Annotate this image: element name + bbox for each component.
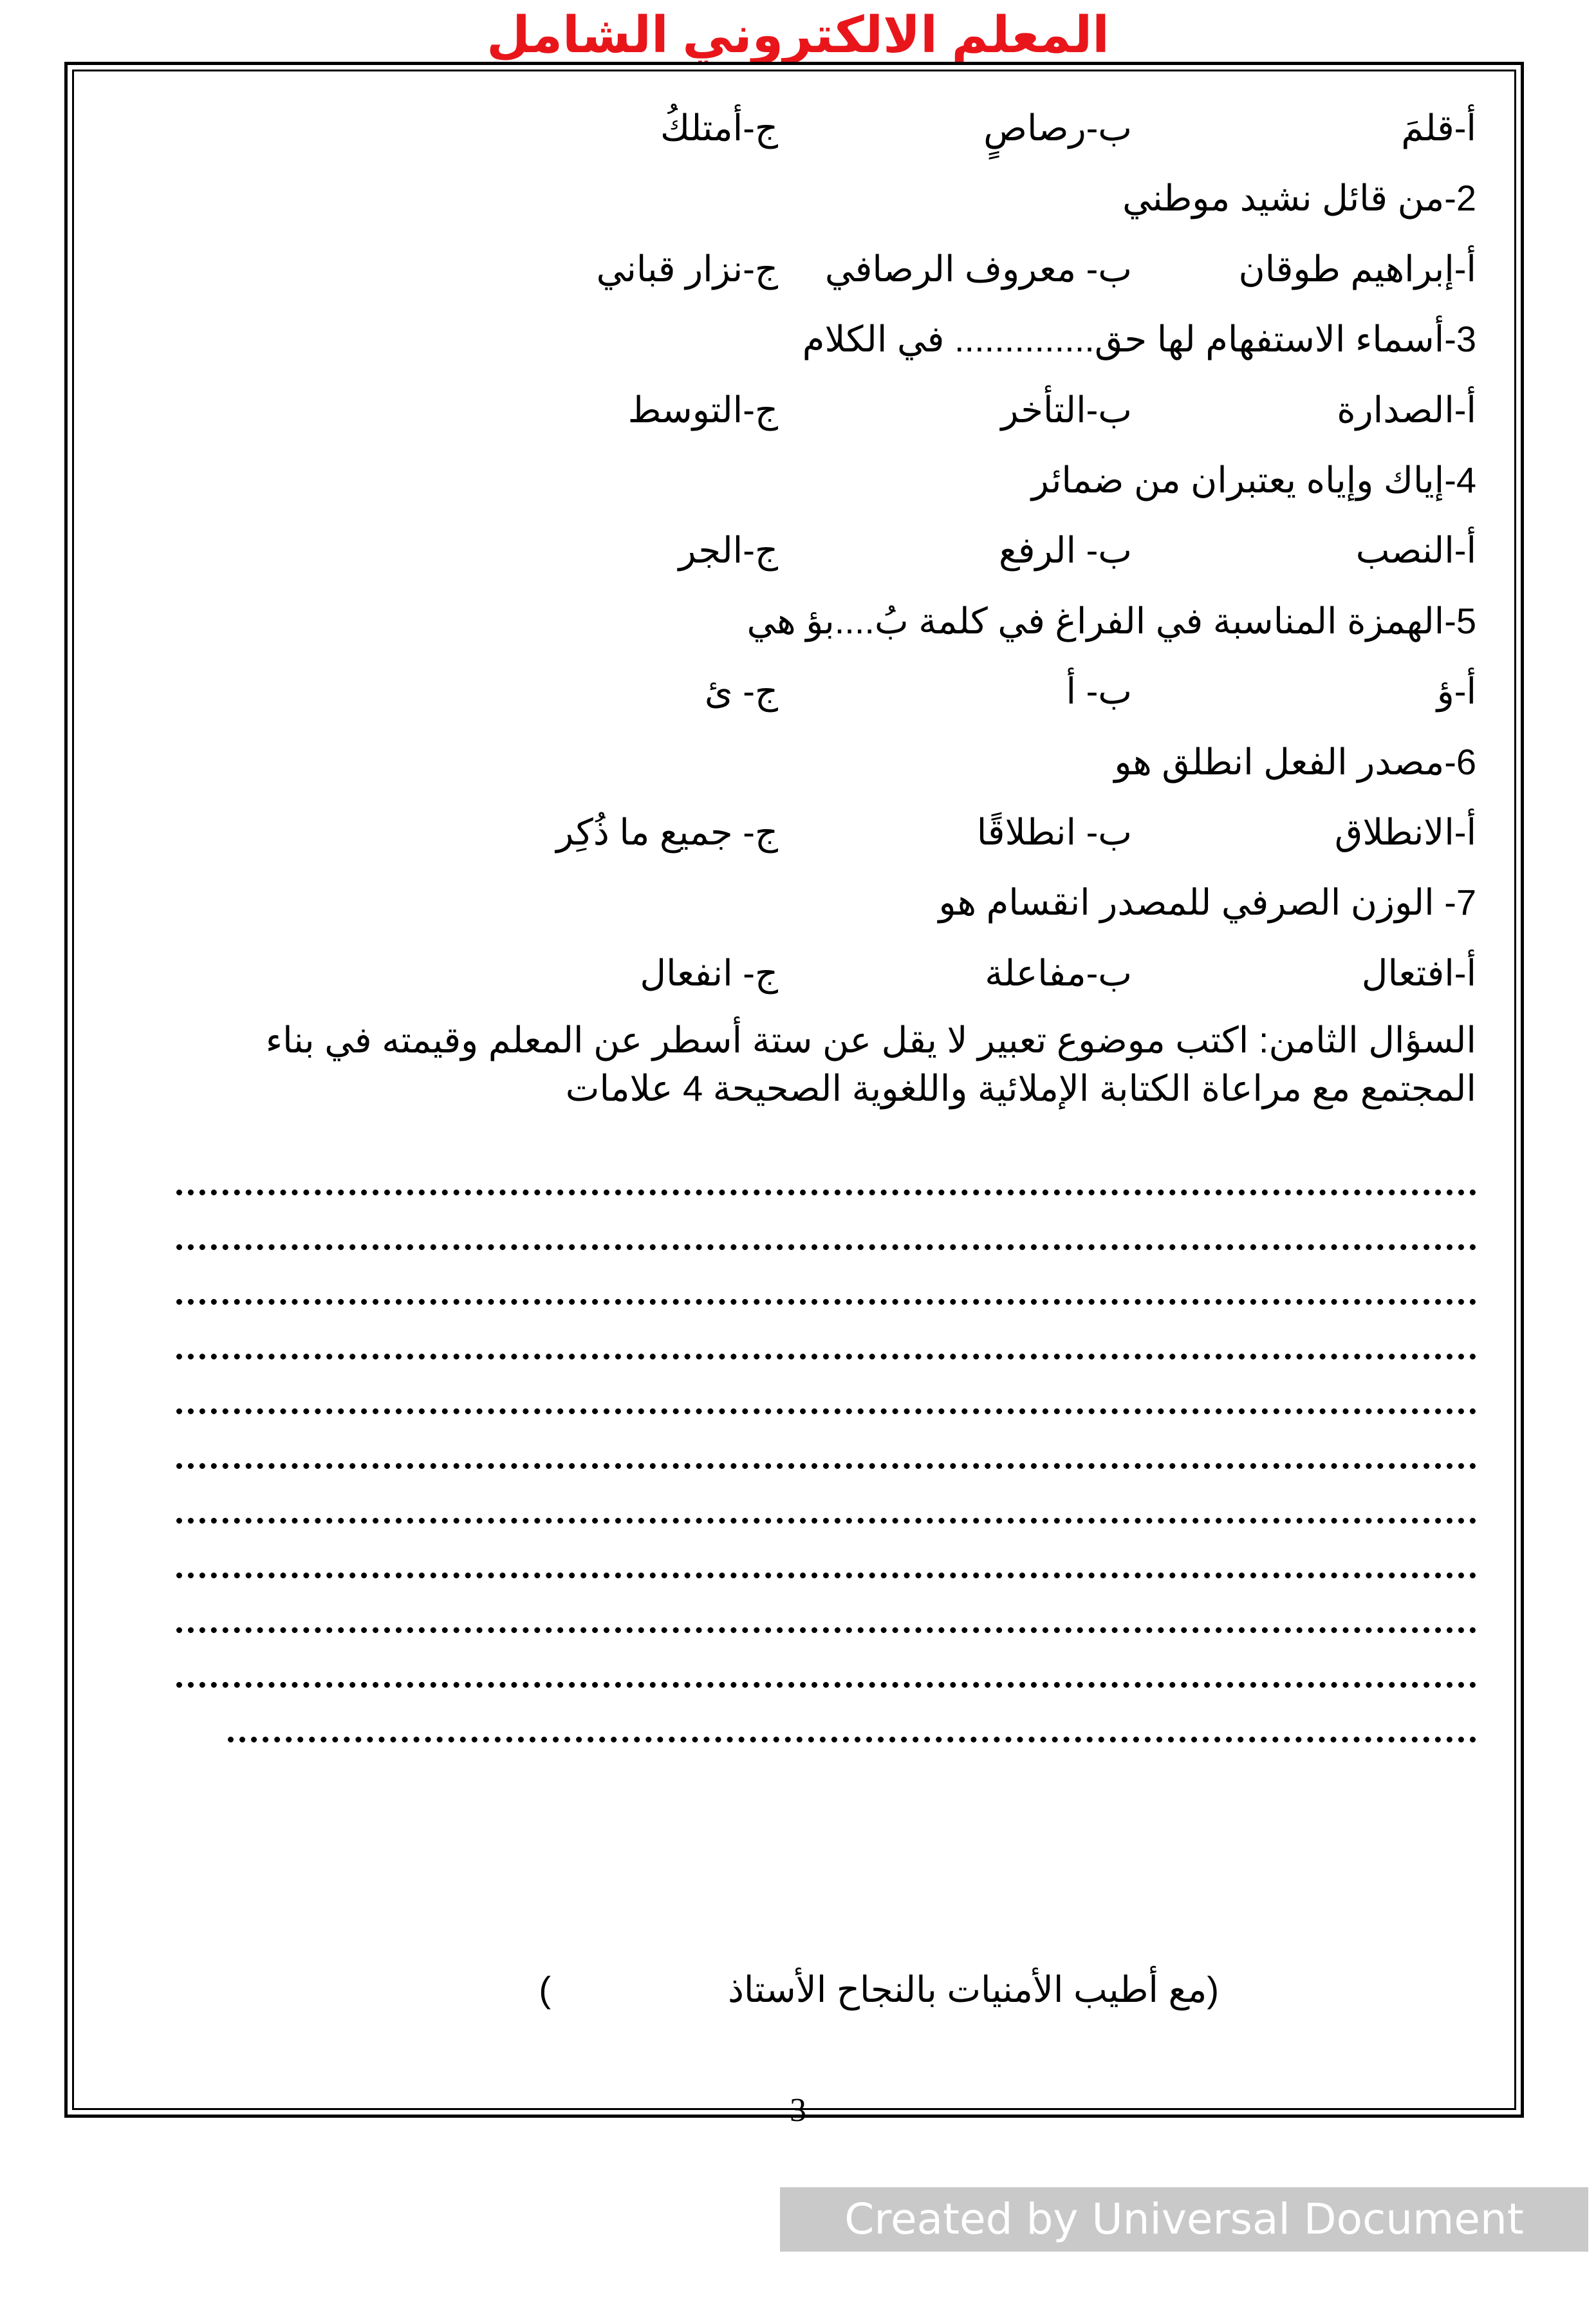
converter-watermark: Created by Universal Document Converter: [780, 2187, 1588, 2252]
q1-option-b: ب-رصاصٍ: [983, 107, 1132, 148]
q5-option-c: ج- ئ: [704, 671, 778, 711]
q3-option-a: أ-الصدارة: [1337, 389, 1476, 430]
question-7: 7- الوزن الصرفي للمصدر انقسام هو: [938, 882, 1476, 922]
answer-line-10: [176, 1682, 1476, 1688]
exam-content: [72, 70, 1516, 2110]
question-2: 2-من قائل نشيد موطني: [1122, 178, 1476, 218]
q7-option-b: ب-مفاعلة: [985, 953, 1132, 993]
q2-option-c: ج-نزار قباني: [596, 248, 778, 289]
answer-line-11: [228, 1737, 1476, 1742]
q6-option-c: ج- جميع ما ذُكِر: [556, 812, 778, 852]
answer-line-9: [176, 1627, 1476, 1633]
q7-option-a: أ-افتعال: [1361, 953, 1476, 993]
question-5: 5-الهمزة المناسبة في الفراغ في كلمة بُ....بؤ هي: [747, 601, 1476, 641]
q3-option-c: ج-التوسط: [627, 389, 778, 430]
answer-line-4: [176, 1354, 1476, 1359]
q6-option-a: أ-الانطلاق: [1334, 812, 1476, 852]
closing-paren: ): [539, 1969, 551, 2010]
answer-line-2: [176, 1244, 1476, 1250]
question-6: 6-مصدر الفعل انطلق هو: [1114, 742, 1476, 782]
essay-question: السؤال الثامن: اكتب موضوع تعبير لا يقل عن ستة أسطر عن المعلم وقيمته في بناء المجتمع مع مراعاة الكتابة الإملائية واللغوية الصحيحة 4 علامات: [265, 1020, 1476, 1108]
closing-wish: (مع أطيب الأمنيات بالنجاح الأستاذ: [727, 1969, 1219, 2010]
answer-line-5: [176, 1408, 1476, 1414]
answer-line-3: [176, 1299, 1476, 1305]
q7-option-c: ج- انفعال: [640, 953, 778, 993]
answer-line-6: [176, 1463, 1476, 1469]
answer-line-7: [176, 1518, 1476, 1524]
q1-option-a: أ-قلمَ: [1401, 107, 1476, 148]
q5-option-a: أ-ؤ: [1436, 671, 1476, 711]
q2-option-a: أ-إبراهيم طوقان: [1238, 248, 1476, 289]
q6-option-b: ب- انطلاقًا: [976, 812, 1132, 852]
page-number: 3: [790, 2092, 806, 2129]
answer-line-1: [176, 1190, 1476, 1195]
question-4: 4-إياك وإياه يعتبران من ضمائر: [1031, 460, 1476, 500]
q4-option-c: ج-الجر: [678, 530, 778, 570]
question-3: 3-أسماء الاستفهام لها حق.............. في الكلام: [802, 319, 1476, 359]
q2-option-b: ب- معروف الرصافي: [824, 248, 1132, 289]
q4-option-a: أ-النصب: [1355, 530, 1476, 570]
q4-option-b: ب- الرفع: [998, 530, 1132, 570]
q3-option-b: ب-التأخر: [1001, 389, 1132, 430]
answer-line-8: [176, 1573, 1476, 1578]
q5-option-b: ب- أ: [1066, 671, 1132, 711]
q1-option-c: ج-أمتلكُ: [660, 107, 778, 148]
site-title: المعلم الالكتروني الشامل: [487, 6, 1109, 63]
